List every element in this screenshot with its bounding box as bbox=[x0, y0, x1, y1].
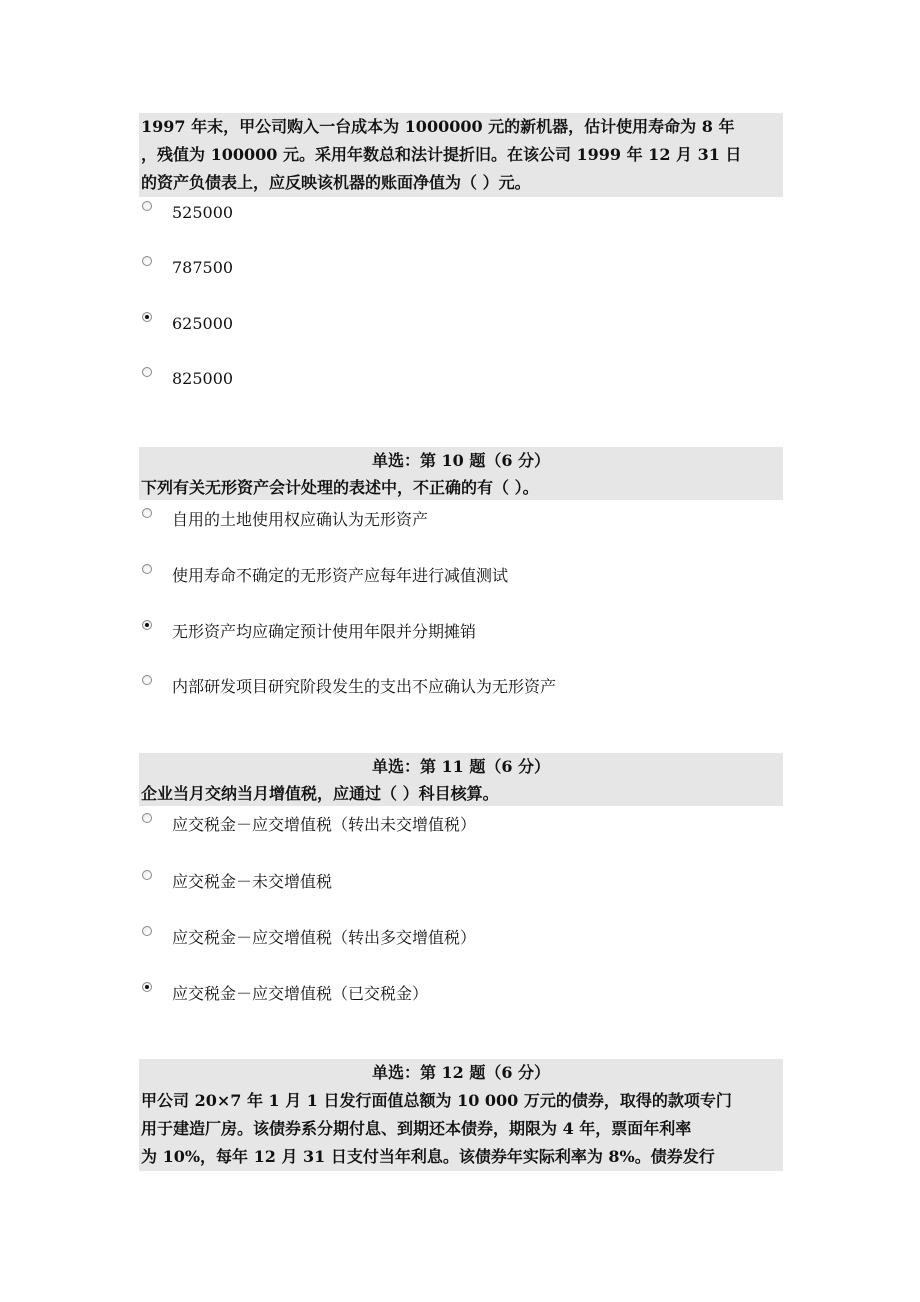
option-label: 787500 bbox=[172, 258, 234, 277]
question-12-box bbox=[139, 1059, 783, 1171]
question-text-line: 用于建造厂房。该债券系分期付息、到期还本债券，期限为 4 年，票面年利率 bbox=[141, 1119, 692, 1138]
question-text-line: 1997 年末，甲公司购入一台成本为 1000000 元的新机器，估计使用寿命为 8 年 bbox=[141, 117, 735, 136]
option-label: 内部研发项目研究阶段发生的支出不应确认为无形资产 bbox=[172, 677, 557, 696]
option-label: 应交税金－应交增值税（已交税金） bbox=[172, 984, 429, 1003]
radio-button[interactable] bbox=[142, 870, 152, 880]
question-text-line: 企业当月交纳当月增值税，应通过（ ）科目核算。 bbox=[141, 784, 499, 803]
question-text-line: 下列有关无形资产会计处理的表述中，不正确的有（ ）。 bbox=[141, 478, 539, 497]
radio-button[interactable] bbox=[142, 508, 152, 518]
question-text-line: 的资产负债表上，应反映该机器的账面净值为（ ）元。 bbox=[141, 173, 531, 192]
question-12-header: 单选：第 12 题（6 分） bbox=[371, 1063, 551, 1082]
question-text-line: ，残值为 100000 元。采用年数总和法计提折旧。在该公司 1999 年 12 月 31 日 bbox=[141, 145, 742, 164]
question-text-line: 为 10%，每年 12 月 31 日支付当年利息。该债券年实际利率为 8%。债券发行 bbox=[141, 1147, 715, 1166]
option-label: 应交税金－未交增值税 bbox=[172, 872, 333, 891]
option-label: 应交税金－应交增值税（转出多交增值税） bbox=[172, 928, 477, 947]
question-11-text bbox=[139, 781, 783, 806]
option-label: 无形资产均应确定预计使用年限并分期摊销 bbox=[172, 622, 477, 641]
question-9-box bbox=[139, 113, 783, 197]
question-10-header: 单选：第 10 题（6 分） bbox=[371, 451, 551, 470]
radio-button[interactable] bbox=[142, 813, 152, 823]
radio-button[interactable] bbox=[142, 201, 152, 211]
question-12-text bbox=[139, 1087, 783, 1171]
question-11-header: 单选：第 11 题（6 分） bbox=[371, 757, 551, 776]
option-label: 应交税金－应交增值税（转出未交增值税） bbox=[172, 815, 477, 834]
radio-button-selected[interactable] bbox=[142, 312, 152, 322]
option-label: 525000 bbox=[172, 203, 234, 222]
question-text-line: 甲公司 20×7 年 1 月 1 日发行面值总额为 10 000 万元的债券，取得的款项专门 bbox=[141, 1091, 732, 1110]
radio-button[interactable] bbox=[142, 367, 152, 377]
question-10-text bbox=[139, 475, 783, 500]
radio-button[interactable] bbox=[142, 256, 152, 266]
option-label: 625000 bbox=[172, 314, 234, 333]
radio-button[interactable] bbox=[142, 675, 152, 685]
option-label: 825000 bbox=[172, 369, 234, 388]
radio-button[interactable] bbox=[142, 564, 152, 574]
question-9-text bbox=[139, 113, 783, 197]
question-11-box bbox=[139, 753, 783, 806]
radio-button-selected[interactable] bbox=[142, 620, 152, 630]
option-label: 自用的土地使用权应确认为无形资产 bbox=[172, 510, 429, 529]
question-10-box bbox=[139, 447, 783, 500]
radio-button-selected[interactable] bbox=[142, 982, 152, 992]
radio-button[interactable] bbox=[142, 926, 152, 936]
option-label: 使用寿命不确定的无形资产应每年进行减值测试 bbox=[172, 566, 509, 585]
